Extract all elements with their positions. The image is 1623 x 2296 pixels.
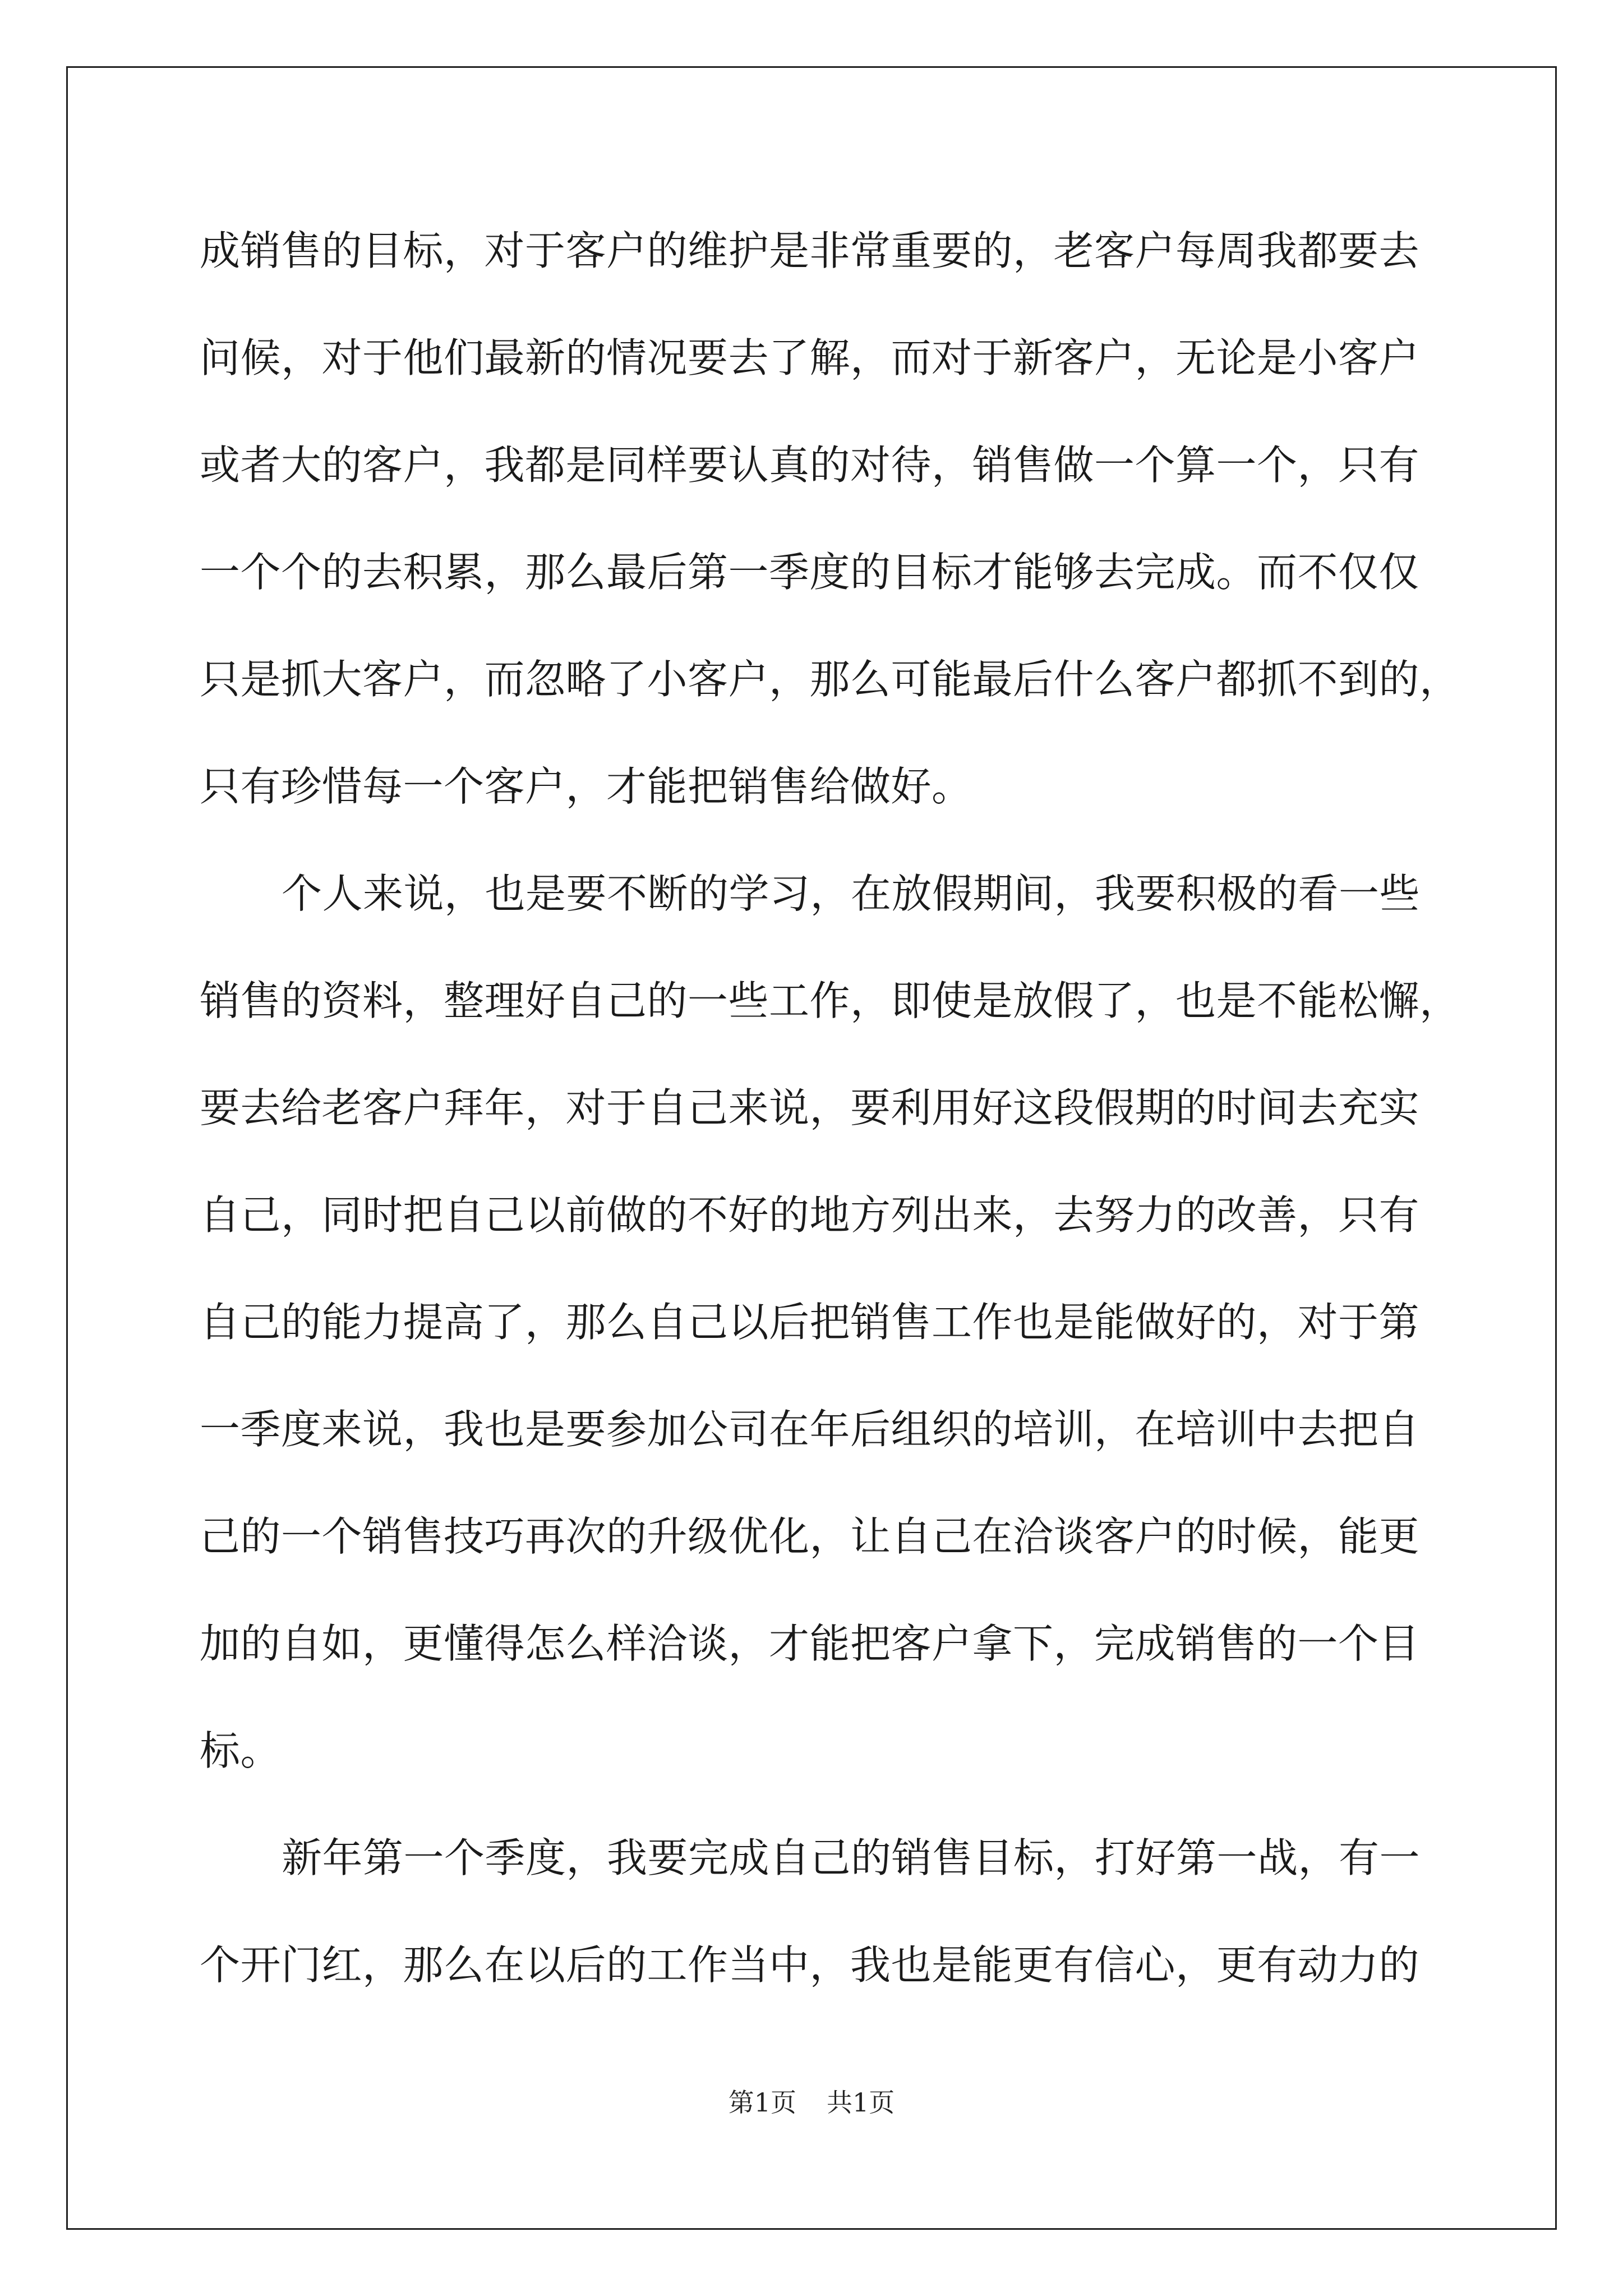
page-total: 共1页	[827, 2087, 895, 2118]
text-line: 一个个的去积累，那么最后第一季度的目标才能够去完成。而不仅仅	[200, 549, 1420, 596]
page-footer	[0, 2086, 1623, 2119]
text-line: 新年第一个季度，我要完成自己的销售目标，打好第一战，有一	[282, 1834, 1421, 1881]
text-line: 或者大的客户，我都是同样要认真的对待，销售做一个算一个，只有	[200, 441, 1420, 489]
text-line: 一季度来说，我也是要参加公司在年后组织的培训，在培训中去把自	[200, 1406, 1420, 1453]
text-line: 要去给老客户拜年，对于自己来说，要利用好这段假期的时间去充实	[200, 1084, 1420, 1131]
text-line: 只有珍惜每一个客户，才能把销售给做好。	[200, 763, 972, 810]
text-line: 标。	[200, 1727, 282, 1774]
text-line: 己的一个销售技巧再次的升级优化，让自己在洽谈客户的时候，能更	[200, 1513, 1420, 1560]
text-line: 只是抓大客户，而忽略了小客户，那么可能最后什么客户都抓不到的，	[200, 656, 1460, 703]
text-line: 个开门红，那么在以后的工作当中，我也是能更有信心，更有动力的	[200, 1941, 1420, 1989]
text-line: 自己的能力提高了，那么自己以后把销售工作也是能做好的，对于第	[200, 1299, 1420, 1346]
page-number: 第1页	[728, 2087, 796, 2118]
text-line: 成销售的目标，对于客户的维护是非常重要的，老客户每周我都要去	[200, 227, 1420, 274]
document-body	[200, 220, 1460, 2041]
text-line: 个人来说，也是要不断的学习，在放假期间，我要积极的看一些	[282, 870, 1421, 917]
text-line: 加的自如，更懂得怎么样洽谈，才能把客户拿下，完成销售的一个目	[200, 1620, 1420, 1667]
text-line: 自己，同时把自己以前做的不好的地方列出来，去努力的改善，只有	[200, 1191, 1420, 1239]
text-line: 问候，对于他们最新的情况要去了解，而对于新客户，无论是小客户	[200, 334, 1420, 381]
text-line: 销售的资料，整理好自己的一些工作，即使是放假了，也是不能松懈，	[200, 977, 1460, 1024]
